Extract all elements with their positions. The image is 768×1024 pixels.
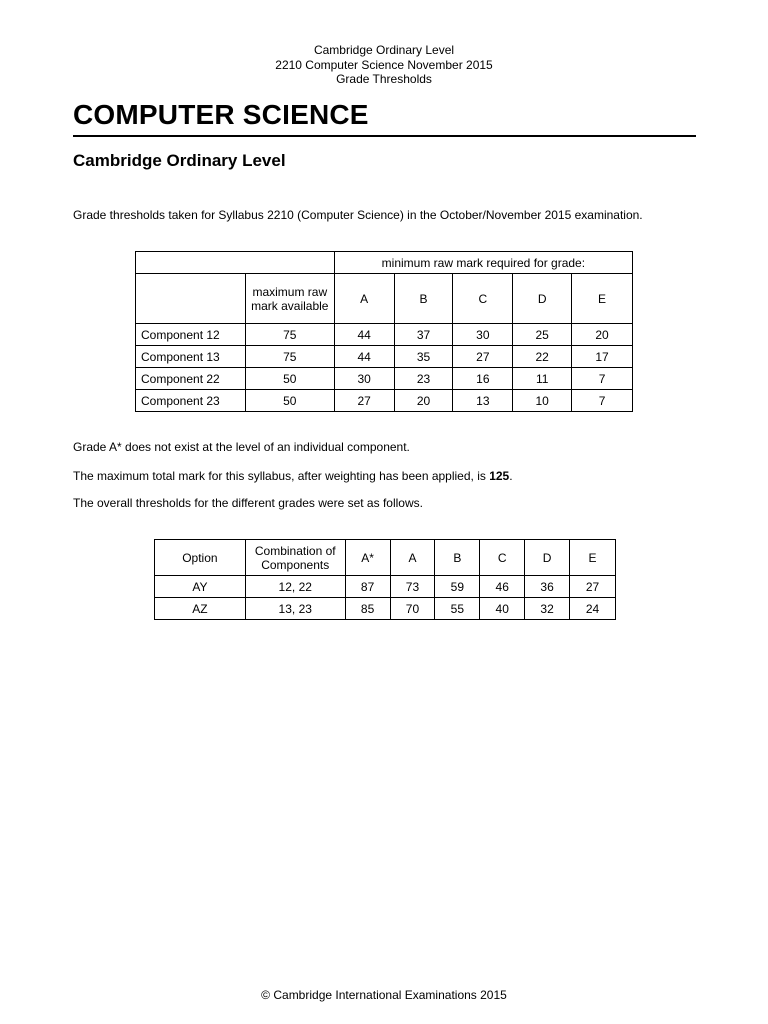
max-total-note <box>73 469 513 483</box>
max-total-value: 125 <box>489 469 510 483</box>
mark-cell: 35 <box>394 346 453 368</box>
page-subtitle: Cambridge Ordinary Level <box>73 151 286 170</box>
option-cell: AZ <box>155 598 246 620</box>
mark-cell: 10 <box>513 390 572 412</box>
mark-cell: 87 <box>345 576 390 598</box>
mark-cell: 30 <box>334 368 394 390</box>
mark-cell: 23 <box>394 368 453 390</box>
empty-header-cell <box>136 274 246 324</box>
option-header: Option <box>155 540 246 576</box>
grade-header: D <box>525 540 570 576</box>
table-row <box>155 598 616 620</box>
overall-thresholds-table <box>154 539 616 620</box>
table-row <box>136 346 633 368</box>
grade-header: A* <box>345 540 390 576</box>
mark-cell: 13 <box>453 390 513 412</box>
component-name: Component 23 <box>136 390 246 412</box>
grade-header: D <box>513 274 572 324</box>
table-header-row <box>136 252 633 274</box>
max-mark-header: maximum raw mark available <box>245 274 334 324</box>
mark-cell: 40 <box>480 598 525 620</box>
grade-header: E <box>570 540 616 576</box>
option-cell: AY <box>155 576 246 598</box>
mark-cell: 55 <box>435 598 480 620</box>
header-syllabus: 2210 Computer Science November 2015 <box>275 57 493 72</box>
mark-cell: 27 <box>453 346 513 368</box>
header-qualification: Cambridge Ordinary Level <box>313 43 455 57</box>
grade-header: A <box>334 274 394 324</box>
combination-cell: 13, 23 <box>245 598 345 620</box>
combination-header: Combination of Components <box>245 540 345 576</box>
mark-cell: 36 <box>525 576 570 598</box>
grade-header: E <box>572 274 633 324</box>
max-mark-cell: 50 <box>245 390 334 412</box>
table-header-row <box>136 274 633 324</box>
header-doc-type: Grade Thresholds <box>336 72 432 86</box>
mark-cell: 25 <box>513 324 572 346</box>
page-title: COMPUTER SCIENCE <box>73 99 369 130</box>
mark-cell: 22 <box>513 346 572 368</box>
mark-cell: 73 <box>390 576 435 598</box>
mark-cell: 70 <box>390 598 435 620</box>
intro-text: Grade thresholds taken for Syllabus 2210 (Computer Science) in the October/November 2015 examination. <box>73 208 643 222</box>
mark-cell: 20 <box>394 390 453 412</box>
table-row <box>136 390 633 412</box>
table-row <box>136 368 633 390</box>
mark-cell: 24 <box>570 598 616 620</box>
mark-cell: 59 <box>435 576 480 598</box>
max-total-suffix: . <box>509 469 513 483</box>
copyright-footer: © Cambridge International Examinations 2015 <box>261 988 507 1002</box>
grade-group-header: minimum raw mark required for grade: <box>334 252 632 274</box>
grade-header: B <box>435 540 480 576</box>
max-mark-cell: 75 <box>245 346 334 368</box>
grade-header: A <box>390 540 435 576</box>
mark-cell: 44 <box>334 346 394 368</box>
max-mark-cell: 50 <box>245 368 334 390</box>
max-mark-cell: 75 <box>245 324 334 346</box>
grade-header: B <box>394 274 453 324</box>
table-row <box>136 324 633 346</box>
mark-cell: 20 <box>572 324 633 346</box>
title-divider <box>73 135 696 137</box>
mark-cell: 37 <box>394 324 453 346</box>
empty-header-cell <box>136 252 335 274</box>
component-thresholds-table <box>135 251 633 412</box>
mark-cell: 17 <box>572 346 633 368</box>
component-name: Component 22 <box>136 368 246 390</box>
astar-note: Grade A* does not exist at the level of an individual component. <box>73 440 410 454</box>
document-header <box>0 43 768 87</box>
combination-cell: 12, 22 <box>245 576 345 598</box>
mark-cell: 46 <box>480 576 525 598</box>
mark-cell: 30 <box>453 324 513 346</box>
grade-header: C <box>453 274 513 324</box>
mark-cell: 7 <box>572 390 633 412</box>
mark-cell: 85 <box>345 598 390 620</box>
mark-cell: 32 <box>525 598 570 620</box>
mark-cell: 27 <box>570 576 616 598</box>
max-total-text: The maximum total mark for this syllabus, after weighting has been applied, is <box>73 469 490 483</box>
mark-cell: 11 <box>513 368 572 390</box>
grade-header: C <box>480 540 525 576</box>
table-header-row <box>155 540 616 576</box>
mark-cell: 27 <box>334 390 394 412</box>
mark-cell: 7 <box>572 368 633 390</box>
mark-cell: 16 <box>453 368 513 390</box>
mark-cell: 44 <box>334 324 394 346</box>
component-name: Component 13 <box>136 346 246 368</box>
component-name: Component 12 <box>136 324 246 346</box>
table-row <box>155 576 616 598</box>
overall-note: The overall thresholds for the different grades were set as follows. <box>73 496 423 510</box>
